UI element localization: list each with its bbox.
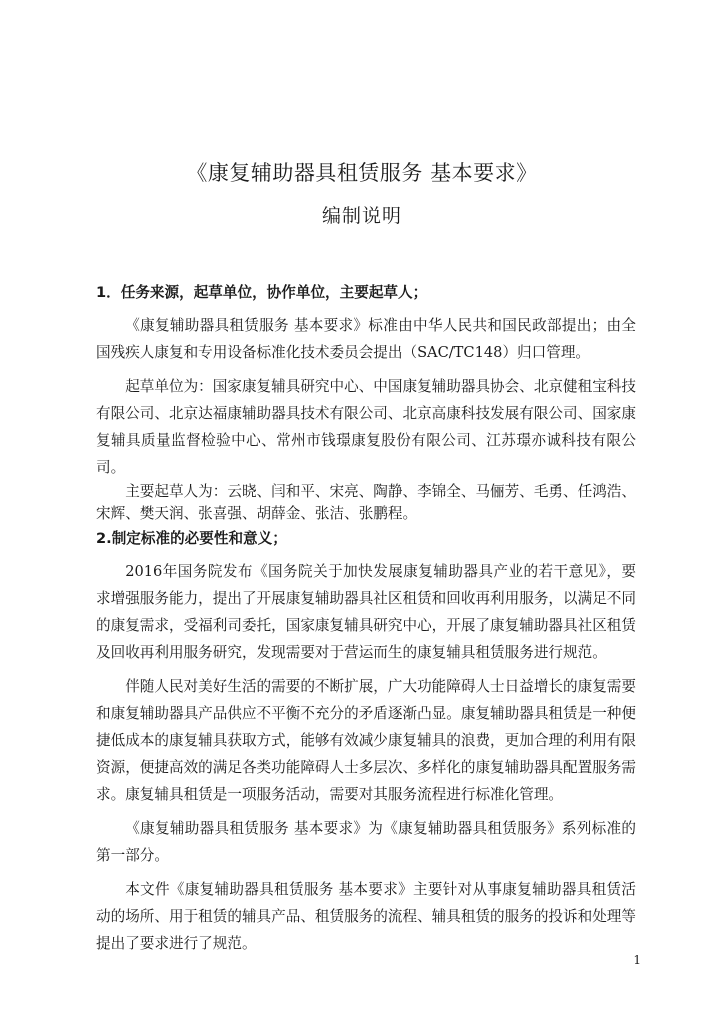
paragraph-standard-origin: 《康复辅助器具租赁服务 基本要求》标准由中华人民共和国民政部提出；由全国残疾人康复和专用设备标准化技术委员会提出（SAC/TC148）归口管理。 <box>96 317 636 361</box>
paragraph-necessity-2: 伴随人民对美好生活的需要的不断扩展，广大功能障碍人士日益增长的康复需要和康复辅助器具产品供应不平衡不充分的矛盾逐渐凸显。康复辅助器具租赁是一种便捷低成本的康复辅具获取方式，能够有效减少康复辅具的浪费，更加合理的利用有限资源，便捷高效的满足各类功能障碍人士多层次、多样化的康复辅助器具配置服务需求。康复辅具租赁是一项服务活动，需要对其服务流程进行标准化管理。 <box>96 678 636 803</box>
paragraph-necessity-1: 2016年国务院发布《国务院关于加快发展康复辅助器具产业的若干意见》，要求增强服务能力，提出了开展康复辅助器具社区租赁和回收再利用服务，以满足不同的康复需求，受福利司委托，国家康复辅具研究中心，开展了康复辅助器具社区租赁及回收再利用服务研究，发现需要对于营运而生的康复辅具租赁服务进行规范。 <box>96 563 636 661</box>
page-number: 1 <box>633 953 641 967</box>
section-heading-1: 1．任务来源，起草单位，协作单位，主要起草人； <box>96 284 428 301</box>
paragraph-scope: 本文件《康复辅助器具租赁服务 基本要求》主要针对从事康复辅助器具租赁活动的场所、用于租赁的辅具产品、租赁服务的流程、辅具租赁的服务的投诉和处理等提出了要求进行了规范。 <box>96 881 636 952</box>
section-heading-2: 2.制定标准的必要性和意义； <box>96 530 287 547</box>
paragraph-series-part: 《康复辅助器具租赁服务 基本要求》为《康复辅助器具租赁服务》系列标准的第一部分。 <box>96 820 636 864</box>
paragraph-drafting-units: 起草单位为：国家康复辅具研究中心、中国康复辅助器具协会、北京健租宝科技有限公司、北京达福康辅助器具技术有限公司、北京高康科技发展有限公司、国家康复辅具质量监督检验中心、常州市钱璟康复股份有限公司、江苏璟亦诚科技有限公司。 <box>96 378 636 476</box>
document-title: 《康复辅助器具租赁服务 基本要求》 <box>186 161 538 185</box>
paragraph-main-drafters: 主要起草人为：云晓、闫和平、宋亮、陶静、李锦全、马俪芳、毛勇、任鸿浩、宋辉、樊天润、张喜强、胡薛金、张洁、张鹏程。 <box>96 483 636 522</box>
document-body <box>96 279 636 957</box>
document-subtitle: 编制说明 <box>321 205 402 227</box>
